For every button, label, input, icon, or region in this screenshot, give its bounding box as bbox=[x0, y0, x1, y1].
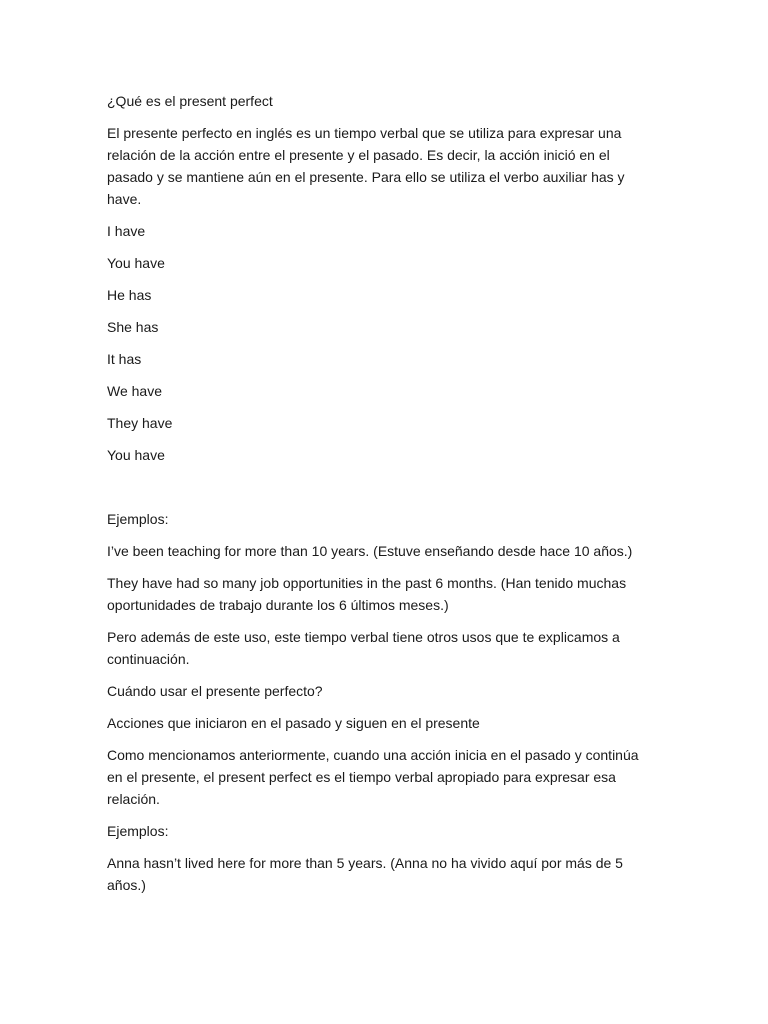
example-paragraph: Anna hasn’t lived here for more than 5 years. (Anna no ha vivido aquí por más de 5 años.) bbox=[107, 855, 623, 893]
conjugation-line: We have bbox=[107, 383, 162, 399]
example-paragraph: They have had so many job opportunities in the past 6 months. (Han tenido muchas oportunidades de trabajo durante los 6 últimos meses.) bbox=[107, 575, 627, 613]
conjugation-line: He has bbox=[107, 287, 152, 303]
use-explanation-paragraph: Como mencionamos anteriormente, cuando una acción inicia en el pasado y continúa en el presente, el present perfect es el tiempo verbal apropiado para expresar esa relación. bbox=[107, 747, 639, 807]
examples-heading: Ejemplos: bbox=[107, 823, 169, 839]
conjugation-line: She has bbox=[107, 319, 159, 335]
other-uses-paragraph: Pero además de este uso, este tiempo verbal tiene otros usos que te explicamos a continuación. bbox=[107, 629, 620, 667]
conjugation-line: It has bbox=[107, 351, 142, 367]
section-heading: Cuándo usar el presente perfecto? bbox=[107, 683, 323, 699]
conjugation-line: You have bbox=[107, 447, 165, 463]
conjugation-line: They have bbox=[107, 415, 173, 431]
examples-heading: Ejemplos: bbox=[107, 511, 169, 527]
intro-paragraph: El presente perfecto en inglés es un tiempo verbal que se utiliza para expresar una relación de la acción entre el presente y el pasado. Es decir, la acción inició en el pasado y se mantiene aún en el presente. Para ello se utiliza el verbo auxiliar has y have. bbox=[107, 125, 625, 207]
example-paragraph: I’ve been teaching for more than 10 years. (Estuve enseñando desde hace 10 años.) bbox=[107, 543, 633, 559]
conjugation-line: I have bbox=[107, 223, 146, 239]
subsection-heading: Acciones que iniciaron en el pasado y siguen en el presente bbox=[107, 715, 480, 731]
conjugation-line: You have bbox=[107, 255, 165, 271]
document-body bbox=[107, 90, 647, 906]
blank-line bbox=[107, 476, 647, 508]
document-title: ¿Qué es el present perfect bbox=[107, 93, 273, 109]
